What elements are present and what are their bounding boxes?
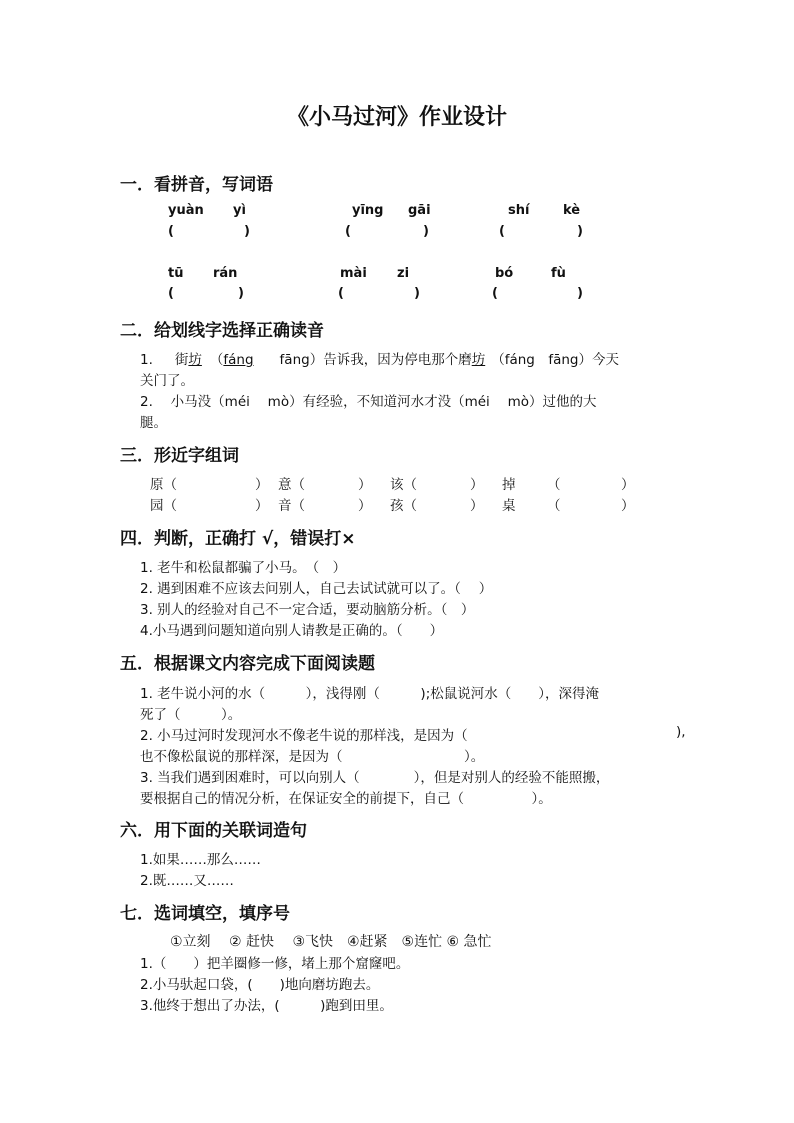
word-cell: ） <box>621 498 635 514</box>
bracket-open: ( <box>168 224 174 239</box>
reading-line: ), <box>676 724 686 740</box>
question-line: 2. 小马没（méi mò）有经验，不知道河水才没（méi mò）过他的大 <box>140 394 597 410</box>
word-cell: ） <box>255 477 269 493</box>
section-5-heading: 五．根据课文内容完成下面阅读题 <box>120 654 375 674</box>
bracket-close: ) <box>577 286 583 301</box>
judge-item: 2. 遇到困难不应该去问别人，自己去试试就可以了。（ ） <box>140 581 493 597</box>
bracket-open: ( <box>168 286 174 301</box>
pinyin: shí <box>508 203 530 218</box>
pinyin: kè <box>563 203 581 218</box>
fill-item: 2.小马驮起口袋，( )地向磨坊跑去。 <box>140 977 380 993</box>
sentence-item: 2.既……又…… <box>140 873 234 889</box>
bracket-open: ( <box>492 286 498 301</box>
item-number: 1. <box>140 352 153 368</box>
judge-item: 4.小马遇到问题知道向别人请教是正确的。（ ） <box>140 623 444 639</box>
section-1-heading: 一．看拼音，写词语 <box>120 175 273 195</box>
fill-item: 3.他终于想出了办法，( )跑到田里。 <box>140 998 393 1014</box>
underlined-pinyin: fáng <box>223 352 254 368</box>
pinyin: yīng <box>352 203 384 218</box>
bracket-open: ( <box>338 286 344 301</box>
underlined-char: 坊 <box>188 352 202 368</box>
fill-item: 1.（ ）把羊圈修一修，堵上那个窟窿吧。 <box>140 956 410 972</box>
section-3-heading: 三．形近字组词 <box>120 446 239 466</box>
judge-item: 3. 别人的经验对自己不一定合适，要动脑筋分析。（ ） <box>140 602 475 618</box>
word-cell: 孩（ <box>390 498 417 514</box>
pinyin: yuàn <box>168 203 204 218</box>
bracket-close: ) <box>414 286 420 301</box>
reading-line: 也不像松鼠说的那样深，是因为（ ）。 <box>140 749 485 765</box>
word-cell: ） <box>470 477 484 493</box>
word-cell: 意（ <box>278 477 305 493</box>
reading-line: 2. 小马过河时发现河水不像老牛说的那样浅，是因为（ <box>140 728 468 744</box>
page-title: 《小马过河》作业设计 <box>286 105 507 130</box>
question-line: 腿。 <box>140 415 167 431</box>
word-cell: ） <box>358 498 372 514</box>
word-cell: 桌 <box>502 498 516 514</box>
word-cell: ） <box>255 498 269 514</box>
reading-line: 要根据自己的情况分析，在保证安全的前提下，自己（ ）。 <box>140 791 552 807</box>
judge-item: 1. 老牛和松鼠都骗了小马。 （ ） <box>140 560 347 576</box>
word-cell: 原（ <box>150 477 177 493</box>
reading-line: 1. 老牛说小河的水（ ），浅得刚（ );松鼠说河水（ ），深得淹 <box>140 686 599 702</box>
underlined-char: 坊 <box>471 352 486 368</box>
word-cell: 园（ <box>150 498 177 514</box>
section-4-heading: 四．判断，正确打 √，错误打× <box>120 529 356 549</box>
question-line <box>140 348 619 368</box>
pinyin: mài <box>340 266 367 281</box>
pinyin: rán <box>213 266 238 281</box>
pinyin: zi <box>397 266 410 281</box>
pinyin: fù <box>551 266 566 281</box>
text: （ <box>209 352 224 368</box>
pinyin: yì <box>233 203 246 218</box>
word-cell: ） <box>358 477 372 493</box>
bracket-open: ( <box>499 224 505 239</box>
section-6-heading: 六．用下面的关联词造句 <box>120 821 307 841</box>
bracket-close: ) <box>244 224 250 239</box>
pinyin: tū <box>168 266 184 281</box>
word-options: ①立刻 ② 赶快 ③飞快 ④赶紧 ⑤连忙 ⑥ 急忙 <box>170 934 492 950</box>
section-7-heading: 七．选词填空，填序号 <box>120 904 290 924</box>
section-2-heading: 二．给划线字选择正确读音 <box>120 321 324 341</box>
text: （fáng fāng）今天 <box>491 352 620 368</box>
bracket-close: ) <box>577 224 583 239</box>
text: 街 <box>174 352 189 368</box>
question-line: 关门了。 <box>140 373 194 389</box>
bracket-open: ( <box>345 224 351 239</box>
pinyin: bó <box>495 266 514 281</box>
word-cell: ） <box>470 498 484 514</box>
word-cell: 掉 <box>502 477 516 493</box>
bracket-close: ) <box>423 224 429 239</box>
word-cell: ） <box>621 477 635 493</box>
pinyin: gāi <box>408 203 431 218</box>
word-cell: （ <box>547 477 561 493</box>
word-cell: 该（ <box>390 477 417 493</box>
reading-line: 3. 当我们遇到困难时，可以向别人（ ），但是对别人的经验不能照搬， <box>140 770 610 786</box>
text: fāng）告诉我，因为停电那个磨 <box>279 352 472 368</box>
word-cell: 音（ <box>278 498 305 514</box>
bracket-close: ) <box>238 286 244 301</box>
word-cell: （ <box>547 498 561 514</box>
reading-line: 死了（ ）。 <box>140 707 242 723</box>
sentence-item: 1.如果……那么…… <box>140 852 261 868</box>
